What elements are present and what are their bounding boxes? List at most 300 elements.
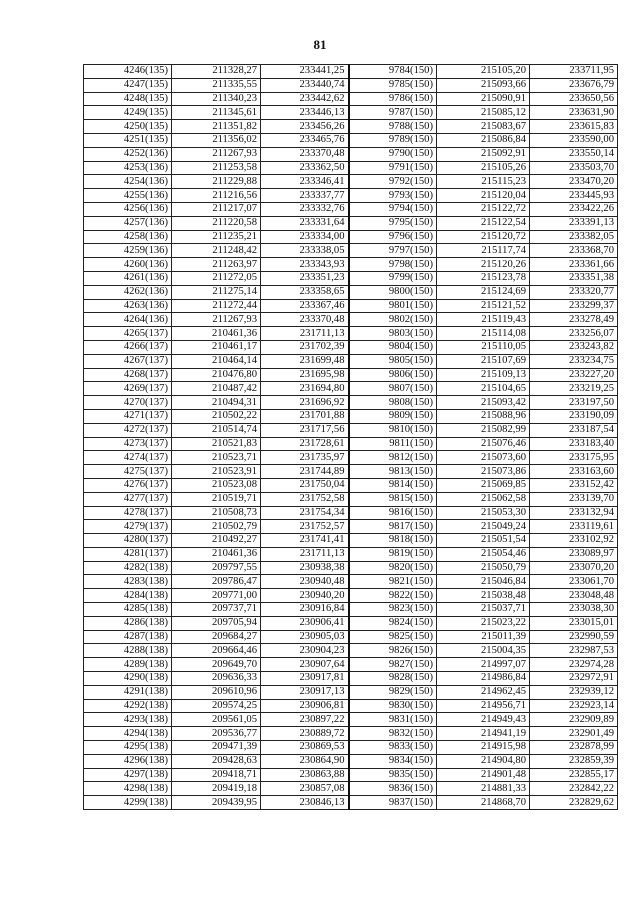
point-id-right-cell: 9806(150) [349,368,437,382]
y-coord-right-cell: 232878,99 [530,741,618,755]
x-coord-right-cell: 215023,22 [437,616,530,630]
x-coord-left-cell: 209439,95 [172,796,261,810]
x-coord-left-cell: 211345,61 [172,106,261,120]
y-coord-left-cell: 231744,89 [261,465,349,479]
point-id-left-cell: 4277(137) [84,492,172,506]
x-coord-left-cell: 209705,94 [172,616,261,630]
point-id-left-cell: 4267(137) [84,354,172,368]
point-id-left-cell: 4273(137) [84,437,172,451]
x-coord-right-cell: 214941,19 [437,727,530,741]
y-coord-right-cell: 232909,89 [530,713,618,727]
x-coord-right-cell: 215076,46 [437,437,530,451]
point-id-right-cell: 9835(150) [349,768,437,782]
y-coord-left-cell: 233442,62 [261,92,349,106]
y-coord-right-cell: 233048,48 [530,589,618,603]
x-coord-left-cell: 211272,44 [172,299,261,313]
y-coord-left-cell: 230917,81 [261,672,349,686]
x-coord-right-cell: 215120,26 [437,258,530,272]
y-coord-right-cell: 232939,12 [530,685,618,699]
x-coord-left-cell: 209574,25 [172,699,261,713]
point-id-left-cell: 4275(137) [84,465,172,479]
point-id-left-cell: 4256(136) [84,202,172,216]
point-id-left-cell: 4282(138) [84,561,172,575]
y-coord-right-cell: 233102,92 [530,534,618,548]
table-row [84,327,618,341]
point-id-right-cell: 9831(150) [349,713,437,727]
point-id-right-cell: 9817(150) [349,520,437,534]
point-id-right-cell: 9837(150) [349,796,437,810]
point-id-right-cell: 9784(150) [349,65,437,79]
y-coord-right-cell: 233361,66 [530,258,618,272]
point-id-right-cell: 9829(150) [349,685,437,699]
y-coord-left-cell: 233362,50 [261,161,349,175]
x-coord-left-cell: 210514,74 [172,423,261,437]
table-row [84,589,618,603]
x-coord-left-cell: 209786,47 [172,575,261,589]
table-row [84,741,618,755]
table-row [84,644,618,658]
y-coord-left-cell: 231711,13 [261,547,349,561]
coordinate-table-body [84,65,618,810]
point-id-right-cell: 9820(150) [349,561,437,575]
point-id-left-cell: 4299(138) [84,796,172,810]
x-coord-right-cell: 214997,07 [437,658,530,672]
x-coord-left-cell: 209664,46 [172,644,261,658]
y-coord-left-cell: 233441,25 [261,65,349,79]
x-coord-right-cell: 215122,54 [437,216,530,230]
y-coord-left-cell: 233351,23 [261,271,349,285]
point-id-left-cell: 4288(138) [84,644,172,658]
x-coord-right-cell: 215086,84 [437,133,530,147]
table-row [84,534,618,548]
table-row [84,271,618,285]
x-coord-left-cell: 209771,00 [172,589,261,603]
table-row [84,65,618,79]
point-id-right-cell: 9825(150) [349,630,437,644]
point-id-left-cell: 4261(136) [84,271,172,285]
table-row [84,133,618,147]
x-coord-right-cell: 215090,91 [437,92,530,106]
point-id-right-cell: 9800(150) [349,285,437,299]
point-id-left-cell: 4257(136) [84,216,172,230]
table-row [84,437,618,451]
point-id-right-cell: 9833(150) [349,741,437,755]
x-coord-right-cell: 215124,69 [437,285,530,299]
point-id-right-cell: 9801(150) [349,299,437,313]
point-id-left-cell: 4279(137) [84,520,172,534]
point-id-left-cell: 4265(137) [84,327,172,341]
y-coord-left-cell: 231741,41 [261,534,349,548]
x-coord-right-cell: 215117,74 [437,244,530,258]
x-coord-right-cell: 215082,99 [437,423,530,437]
point-id-right-cell: 9802(150) [349,313,437,327]
table-row [84,106,618,120]
y-coord-right-cell: 233470,20 [530,175,618,189]
y-coord-right-cell: 233175,95 [530,451,618,465]
x-coord-left-cell: 210508,73 [172,506,261,520]
x-coord-left-cell: 211356,02 [172,133,261,147]
x-coord-right-cell: 215093,66 [437,78,530,92]
page-number: 81 [313,37,327,52]
point-id-right-cell: 9787(150) [349,106,437,120]
point-id-left-cell: 4249(135) [84,106,172,120]
table-row [84,575,618,589]
x-coord-left-cell: 209636,33 [172,672,261,686]
point-id-right-cell: 9823(150) [349,603,437,617]
y-coord-left-cell: 230917,13 [261,685,349,699]
table-row [84,216,618,230]
y-coord-right-cell: 232972,91 [530,672,618,686]
y-coord-right-cell: 233676,79 [530,78,618,92]
y-coord-right-cell: 232990,59 [530,630,618,644]
y-coord-left-cell: 233338,05 [261,244,349,258]
point-id-left-cell: 4293(138) [84,713,172,727]
y-coord-left-cell: 233358,65 [261,285,349,299]
point-id-right-cell: 9793(150) [349,189,437,203]
y-coord-right-cell: 233445,93 [530,189,618,203]
x-coord-right-cell: 215123,78 [437,271,530,285]
x-coord-right-cell: 215120,04 [437,189,530,203]
x-coord-left-cell: 211267,93 [172,147,261,161]
x-coord-left-cell: 211229,88 [172,175,261,189]
y-coord-right-cell: 233197,50 [530,396,618,410]
point-id-left-cell: 4287(138) [84,630,172,644]
x-coord-right-cell: 215107,69 [437,354,530,368]
x-coord-right-cell: 215011,39 [437,630,530,644]
table-row [84,396,618,410]
x-coord-left-cell: 210461,17 [172,340,261,354]
y-coord-right-cell: 232901,49 [530,727,618,741]
y-coord-right-cell: 233038,30 [530,603,618,617]
x-coord-left-cell: 210476,80 [172,368,261,382]
y-coord-right-cell: 233278,49 [530,313,618,327]
y-coord-right-cell: 233256,07 [530,327,618,341]
x-coord-right-cell: 215105,20 [437,65,530,79]
point-id-left-cell: 4280(137) [84,534,172,548]
y-coord-left-cell: 230905,03 [261,630,349,644]
x-coord-right-cell: 215115,23 [437,175,530,189]
y-coord-right-cell: 233132,94 [530,506,618,520]
point-id-left-cell: 4294(138) [84,727,172,741]
point-id-right-cell: 9814(150) [349,478,437,492]
table-row [84,244,618,258]
point-id-left-cell: 4290(138) [84,672,172,686]
y-coord-left-cell: 231696,92 [261,396,349,410]
x-coord-right-cell: 214915,98 [437,741,530,755]
x-coord-left-cell: 209561,05 [172,713,261,727]
y-coord-left-cell: 230940,20 [261,589,349,603]
point-id-left-cell: 4286(138) [84,616,172,630]
y-coord-right-cell: 232923,14 [530,699,618,713]
point-id-right-cell: 9786(150) [349,92,437,106]
table-row [84,175,618,189]
x-coord-left-cell: 209471,39 [172,741,261,755]
point-id-right-cell: 9789(150) [349,133,437,147]
table-row [84,603,618,617]
y-coord-left-cell: 230904,23 [261,644,349,658]
x-coord-right-cell: 215109,13 [437,368,530,382]
y-coord-right-cell: 233190,09 [530,409,618,423]
y-coord-left-cell: 233337,77 [261,189,349,203]
table-row [84,78,618,92]
point-id-right-cell: 9827(150) [349,658,437,672]
y-coord-right-cell: 233219,25 [530,382,618,396]
point-id-right-cell: 9809(150) [349,409,437,423]
y-coord-left-cell: 231695,98 [261,368,349,382]
y-coord-right-cell: 233422,26 [530,202,618,216]
y-coord-right-cell: 233227,20 [530,368,618,382]
point-id-right-cell: 9805(150) [349,354,437,368]
point-id-left-cell: 4253(136) [84,161,172,175]
y-coord-left-cell: 233367,46 [261,299,349,313]
x-coord-left-cell: 210523,08 [172,478,261,492]
y-coord-left-cell: 233370,48 [261,147,349,161]
x-coord-left-cell: 211275,14 [172,285,261,299]
y-coord-right-cell: 233243,82 [530,340,618,354]
table-row [84,92,618,106]
point-id-right-cell: 9788(150) [349,120,437,134]
x-coord-right-cell: 215062,58 [437,492,530,506]
table-row [84,313,618,327]
table-row [84,354,618,368]
y-coord-right-cell: 233711,95 [530,65,618,79]
point-id-left-cell: 4248(135) [84,92,172,106]
y-coord-left-cell: 233346,41 [261,175,349,189]
y-coord-right-cell: 232859,39 [530,754,618,768]
x-coord-right-cell: 214901,48 [437,768,530,782]
y-coord-right-cell: 232855,17 [530,768,618,782]
x-coord-left-cell: 209536,77 [172,727,261,741]
y-coord-left-cell: 230938,38 [261,561,349,575]
x-coord-right-cell: 214904,80 [437,754,530,768]
table-row [84,189,618,203]
point-id-left-cell: 4269(137) [84,382,172,396]
y-coord-right-cell: 233234,75 [530,354,618,368]
x-coord-left-cell: 209649,70 [172,658,261,672]
y-coord-left-cell: 231717,56 [261,423,349,437]
y-coord-left-cell: 230940,48 [261,575,349,589]
point-id-right-cell: 9828(150) [349,672,437,686]
y-coord-left-cell: 233334,00 [261,230,349,244]
x-coord-left-cell: 210492,27 [172,534,261,548]
x-coord-left-cell: 211248,42 [172,244,261,258]
point-id-left-cell: 4252(136) [84,147,172,161]
y-coord-right-cell: 233503,70 [530,161,618,175]
x-coord-right-cell: 214986,84 [437,672,530,686]
x-coord-left-cell: 210464,14 [172,354,261,368]
x-coord-left-cell: 210502,22 [172,409,261,423]
x-coord-left-cell: 211235,21 [172,230,261,244]
point-id-right-cell: 9834(150) [349,754,437,768]
table-row [84,258,618,272]
x-coord-right-cell: 214881,33 [437,782,530,796]
x-coord-right-cell: 215092,91 [437,147,530,161]
y-coord-right-cell: 233015,01 [530,616,618,630]
point-id-left-cell: 4284(138) [84,589,172,603]
x-coord-right-cell: 215069,85 [437,478,530,492]
x-coord-left-cell: 210521,83 [172,437,261,451]
y-coord-left-cell: 231702,39 [261,340,349,354]
point-id-right-cell: 9798(150) [349,258,437,272]
point-id-left-cell: 4264(136) [84,313,172,327]
table-row [84,561,618,575]
point-id-left-cell: 4246(135) [84,65,172,79]
y-coord-left-cell: 230869,53 [261,741,349,755]
point-id-left-cell: 4254(136) [84,175,172,189]
point-id-right-cell: 9791(150) [349,161,437,175]
x-coord-left-cell: 210461,36 [172,547,261,561]
point-id-right-cell: 9799(150) [349,271,437,285]
x-coord-left-cell: 209419,18 [172,782,261,796]
x-coord-right-cell: 215073,86 [437,465,530,479]
table-row [84,299,618,313]
point-id-left-cell: 4283(138) [84,575,172,589]
y-coord-left-cell: 231694,80 [261,382,349,396]
point-id-left-cell: 4292(138) [84,699,172,713]
x-coord-left-cell: 211220,58 [172,216,261,230]
x-coord-right-cell: 215114,08 [437,327,530,341]
point-id-right-cell: 9822(150) [349,589,437,603]
point-id-right-cell: 9824(150) [349,616,437,630]
point-id-right-cell: 9810(150) [349,423,437,437]
point-id-right-cell: 9813(150) [349,465,437,479]
table-row [84,520,618,534]
point-id-left-cell: 4266(137) [84,340,172,354]
table-row [84,754,618,768]
point-id-right-cell: 9826(150) [349,644,437,658]
table-row [84,161,618,175]
x-coord-left-cell: 211216,56 [172,189,261,203]
y-coord-left-cell: 233332,76 [261,202,349,216]
x-coord-left-cell: 209428,63 [172,754,261,768]
x-coord-left-cell: 211217,07 [172,202,261,216]
x-coord-left-cell: 211340,23 [172,92,261,106]
y-coord-right-cell: 233550,14 [530,147,618,161]
y-coord-left-cell: 231699,48 [261,354,349,368]
point-id-left-cell: 4291(138) [84,685,172,699]
x-coord-right-cell: 215083,67 [437,120,530,134]
x-coord-left-cell: 211335,55 [172,78,261,92]
point-id-left-cell: 4258(136) [84,230,172,244]
table-row [84,382,618,396]
x-coord-left-cell: 210523,91 [172,465,261,479]
point-id-right-cell: 9836(150) [349,782,437,796]
point-id-left-cell: 4250(135) [84,120,172,134]
x-coord-right-cell: 215085,12 [437,106,530,120]
point-id-right-cell: 9804(150) [349,340,437,354]
x-coord-left-cell: 210461,36 [172,327,261,341]
point-id-left-cell: 4278(137) [84,506,172,520]
y-coord-left-cell: 230906,81 [261,699,349,713]
y-coord-right-cell: 233351,38 [530,271,618,285]
point-id-left-cell: 4251(135) [84,133,172,147]
x-coord-left-cell: 210502,79 [172,520,261,534]
x-coord-right-cell: 215049,24 [437,520,530,534]
x-coord-left-cell: 210487,42 [172,382,261,396]
point-id-right-cell: 9819(150) [349,547,437,561]
y-coord-left-cell: 231701,88 [261,409,349,423]
point-id-left-cell: 4298(138) [84,782,172,796]
point-id-left-cell: 4270(137) [84,396,172,410]
y-coord-right-cell: 233631,90 [530,106,618,120]
y-coord-left-cell: 233370,48 [261,313,349,327]
table-row [84,478,618,492]
point-id-right-cell: 9818(150) [349,534,437,548]
y-coord-right-cell: 233119,61 [530,520,618,534]
y-coord-right-cell: 233163,60 [530,465,618,479]
table-row [84,492,618,506]
y-coord-left-cell: 231750,04 [261,478,349,492]
x-coord-left-cell: 211272,05 [172,271,261,285]
x-coord-right-cell: 215037,71 [437,603,530,617]
point-id-right-cell: 9796(150) [349,230,437,244]
x-coord-right-cell: 215088,96 [437,409,530,423]
point-id-right-cell: 9821(150) [349,575,437,589]
point-id-right-cell: 9816(150) [349,506,437,520]
y-coord-left-cell: 230863,88 [261,768,349,782]
x-coord-right-cell: 215110,05 [437,340,530,354]
coordinate-table [83,64,618,810]
x-coord-left-cell: 210519,71 [172,492,261,506]
x-coord-left-cell: 210523,71 [172,451,261,465]
y-coord-left-cell: 230864,90 [261,754,349,768]
x-coord-right-cell: 215004,35 [437,644,530,658]
table-row [84,368,618,382]
y-coord-left-cell: 233465,76 [261,133,349,147]
x-coord-left-cell: 211253,58 [172,161,261,175]
y-coord-right-cell: 233139,70 [530,492,618,506]
y-coord-left-cell: 233343,93 [261,258,349,272]
point-id-left-cell: 4271(137) [84,409,172,423]
table-row [84,699,618,713]
table-row [84,727,618,741]
y-coord-left-cell: 231728,61 [261,437,349,451]
y-coord-left-cell: 230889,72 [261,727,349,741]
y-coord-left-cell: 231752,58 [261,492,349,506]
y-coord-left-cell: 230857,08 [261,782,349,796]
x-coord-right-cell: 215120,72 [437,230,530,244]
y-coord-left-cell: 231735,97 [261,451,349,465]
x-coord-right-cell: 215104,65 [437,382,530,396]
point-id-left-cell: 4259(136) [84,244,172,258]
y-coord-left-cell: 231711,13 [261,327,349,341]
x-coord-right-cell: 215105,26 [437,161,530,175]
point-id-right-cell: 9797(150) [349,244,437,258]
x-coord-right-cell: 215073,60 [437,451,530,465]
table-row [84,782,618,796]
table-row [84,616,618,630]
y-coord-right-cell: 233187,54 [530,423,618,437]
x-coord-left-cell: 209418,71 [172,768,261,782]
x-coord-right-cell: 215053,30 [437,506,530,520]
table-row [84,685,618,699]
table-row [84,630,618,644]
point-id-right-cell: 9785(150) [349,78,437,92]
table-row [84,202,618,216]
table-row [84,768,618,782]
table-row [84,409,618,423]
point-id-right-cell: 9830(150) [349,699,437,713]
table-row [84,506,618,520]
point-id-right-cell: 9808(150) [349,396,437,410]
point-id-left-cell: 4281(137) [84,547,172,561]
point-id-left-cell: 4263(136) [84,299,172,313]
table-row [84,451,618,465]
point-id-left-cell: 4285(138) [84,603,172,617]
y-coord-right-cell: 232974,28 [530,658,618,672]
y-coord-left-cell: 230846,13 [261,796,349,810]
table-row [84,285,618,299]
